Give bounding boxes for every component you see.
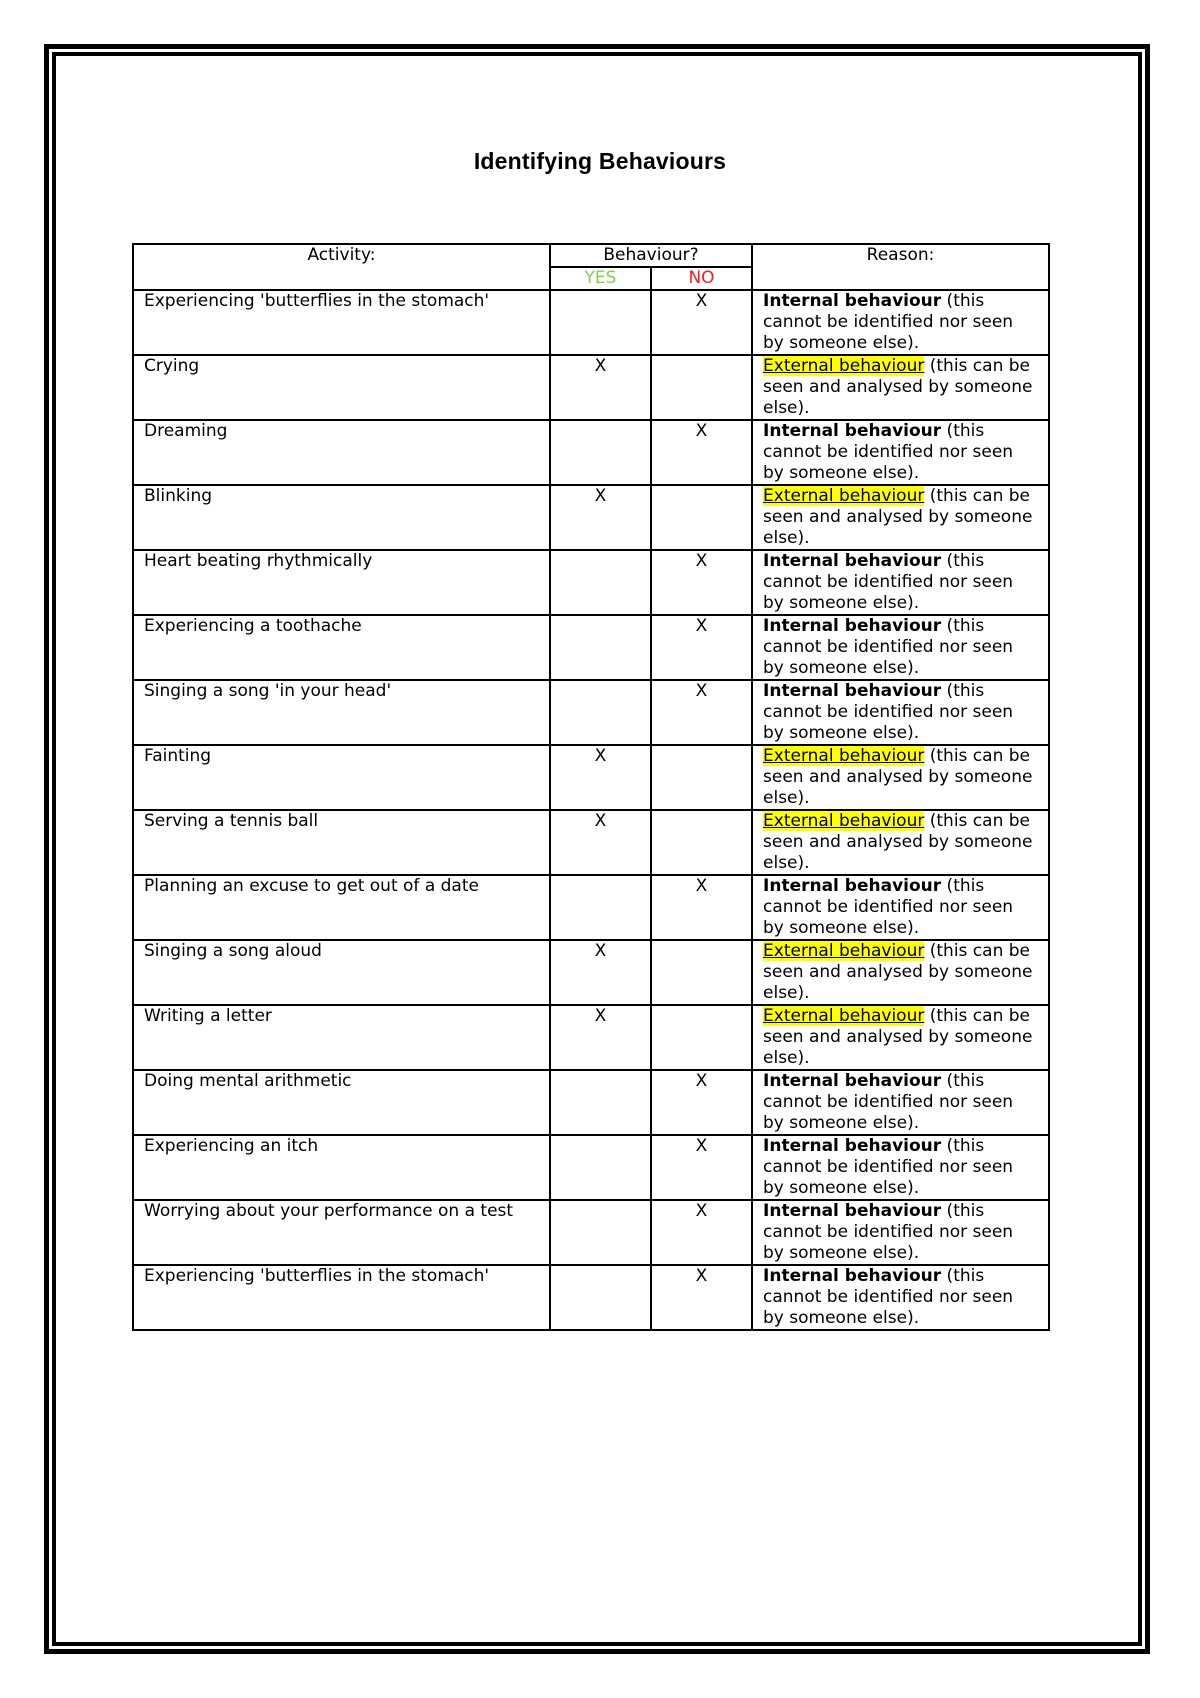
yes-cell	[550, 290, 651, 355]
no-cell: X	[651, 290, 752, 355]
reason-explanation: (this can be seen and analysed by someone else).	[763, 1006, 1033, 1068]
table-row	[133, 1200, 1049, 1265]
activity-cell: Doing mental arithmetic	[133, 1070, 550, 1135]
reason-explanation: (this cannot be identified nor seen by someone else).	[763, 551, 1014, 613]
reason-explanation: (this cannot be identified nor seen by someone else).	[763, 421, 1014, 483]
yes-cell: X	[550, 485, 651, 550]
activity-cell: Fainting	[133, 745, 550, 810]
yes-cell: X	[550, 355, 651, 420]
reason-cell	[752, 1135, 1049, 1200]
reason-cell	[752, 810, 1049, 875]
no-cell: X	[651, 1135, 752, 1200]
table-row	[133, 290, 1049, 355]
table-row	[133, 1070, 1049, 1135]
activity-header: Activity:	[133, 244, 550, 290]
page-title: Identifying Behaviours	[473, 148, 727, 174]
behaviour-table-body	[133, 244, 1049, 1330]
behaviour-table	[132, 243, 1050, 1331]
table-row	[133, 680, 1049, 745]
reason-header: Reason:	[752, 244, 1049, 290]
yes-cell	[550, 680, 651, 745]
activity-cell: Singing a song 'in your head'	[133, 680, 550, 745]
reason-cell	[752, 615, 1049, 680]
table-row	[133, 485, 1049, 550]
reason-cell	[752, 355, 1049, 420]
no-cell	[651, 355, 752, 420]
internal-behaviour-label: Internal behaviour	[763, 1266, 942, 1286]
reason-explanation: (this cannot be identified nor seen by someone else).	[763, 681, 1014, 743]
reason-cell	[752, 1070, 1049, 1135]
activity-cell: Experiencing 'butterflies in the stomach'	[133, 1265, 550, 1330]
internal-behaviour-label: Internal behaviour	[763, 876, 942, 896]
no-cell	[651, 485, 752, 550]
table-row	[133, 420, 1049, 485]
reason-explanation: (this can be seen and analysed by someone else).	[763, 746, 1033, 808]
no-cell: X	[651, 1200, 752, 1265]
yes-cell: X	[550, 745, 651, 810]
no-cell: X	[651, 1070, 752, 1135]
reason-cell	[752, 745, 1049, 810]
table-row	[133, 1005, 1049, 1070]
reason-explanation: (this cannot be identified nor seen by someone else).	[763, 876, 1014, 938]
reason-explanation: (this cannot be identified nor seen by someone else).	[763, 1071, 1014, 1133]
external-behaviour-label: External behaviour	[763, 486, 925, 506]
reason-cell	[752, 680, 1049, 745]
table-row	[133, 940, 1049, 1005]
reason-explanation: (this cannot be identified nor seen by someone else).	[763, 616, 1014, 678]
reason-explanation: (this can be seen and analysed by someone else).	[763, 941, 1033, 1003]
no-cell: X	[651, 1265, 752, 1330]
activity-cell: Dreaming	[133, 420, 550, 485]
table-row	[133, 1265, 1049, 1330]
activity-cell: Singing a song aloud	[133, 940, 550, 1005]
table-row	[133, 550, 1049, 615]
reason-cell	[752, 550, 1049, 615]
table-row	[133, 355, 1049, 420]
activity-cell: Worrying about your performance on a test	[133, 1200, 550, 1265]
activity-cell: Experiencing an itch	[133, 1135, 550, 1200]
external-behaviour-label: External behaviour	[763, 1006, 925, 1026]
reason-explanation: (this cannot be identified nor seen by someone else).	[763, 1136, 1014, 1198]
no-cell	[651, 745, 752, 810]
reason-cell	[752, 290, 1049, 355]
no-header: NO	[651, 267, 752, 290]
yes-cell: X	[550, 1005, 651, 1070]
table-row	[133, 875, 1049, 940]
yes-cell	[550, 550, 651, 615]
reason-cell	[752, 875, 1049, 940]
activity-cell: Planning an excuse to get out of a date	[133, 875, 550, 940]
no-cell	[651, 1005, 752, 1070]
reason-cell	[752, 1265, 1049, 1330]
internal-behaviour-label: Internal behaviour	[763, 551, 942, 571]
behaviour-header: Behaviour?	[550, 244, 752, 267]
activity-cell: Experiencing 'butterflies in the stomach'	[133, 290, 550, 355]
no-cell: X	[651, 420, 752, 485]
reason-explanation: (this can be seen and analysed by someone else).	[763, 811, 1033, 873]
internal-behaviour-label: Internal behaviour	[763, 1071, 942, 1091]
no-cell	[651, 810, 752, 875]
header-row	[133, 244, 1049, 267]
yes-cell	[550, 615, 651, 680]
yes-cell	[550, 1135, 651, 1200]
internal-behaviour-label: Internal behaviour	[763, 421, 942, 441]
yes-cell	[550, 1070, 651, 1135]
yes-cell: X	[550, 940, 651, 1005]
yes-header: YES	[550, 267, 651, 290]
reason-explanation: (this can be seen and analysed by someone else).	[763, 486, 1033, 548]
reason-explanation: (this can be seen and analysed by someone else).	[763, 356, 1033, 418]
yes-cell	[550, 420, 651, 485]
yes-cell	[550, 875, 651, 940]
table-row	[133, 615, 1049, 680]
reason-cell	[752, 1005, 1049, 1070]
internal-behaviour-label: Internal behaviour	[763, 681, 942, 701]
table-row	[133, 745, 1049, 810]
no-cell	[651, 940, 752, 1005]
table-row	[133, 810, 1049, 875]
internal-behaviour-label: Internal behaviour	[763, 616, 942, 636]
no-cell: X	[651, 680, 752, 745]
internal-behaviour-label: Internal behaviour	[763, 291, 942, 311]
reason-cell	[752, 420, 1049, 485]
external-behaviour-label: External behaviour	[763, 941, 925, 961]
yes-cell: X	[550, 810, 651, 875]
activity-cell: Crying	[133, 355, 550, 420]
yes-cell	[550, 1200, 651, 1265]
activity-cell: Experiencing a toothache	[133, 615, 550, 680]
no-cell: X	[651, 550, 752, 615]
external-behaviour-label: External behaviour	[763, 811, 925, 831]
activity-cell: Writing a letter	[133, 1005, 550, 1070]
reason-cell	[752, 485, 1049, 550]
internal-behaviour-label: Internal behaviour	[763, 1136, 942, 1156]
no-cell: X	[651, 875, 752, 940]
no-cell: X	[651, 615, 752, 680]
external-behaviour-label: External behaviour	[763, 356, 925, 376]
yes-cell	[550, 1265, 651, 1330]
reason-explanation: (this cannot be identified nor seen by someone else).	[763, 1266, 1014, 1328]
activity-cell: Serving a tennis ball	[133, 810, 550, 875]
activity-cell: Blinking	[133, 485, 550, 550]
reason-explanation: (this cannot be identified nor seen by someone else).	[763, 1201, 1014, 1263]
activity-cell: Heart beating rhythmically	[133, 550, 550, 615]
reason-explanation: (this cannot be identified nor seen by someone else).	[763, 291, 1014, 353]
reason-cell	[752, 940, 1049, 1005]
internal-behaviour-label: Internal behaviour	[763, 1201, 942, 1221]
table-row	[133, 1135, 1049, 1200]
external-behaviour-label: External behaviour	[763, 746, 925, 766]
reason-cell	[752, 1200, 1049, 1265]
